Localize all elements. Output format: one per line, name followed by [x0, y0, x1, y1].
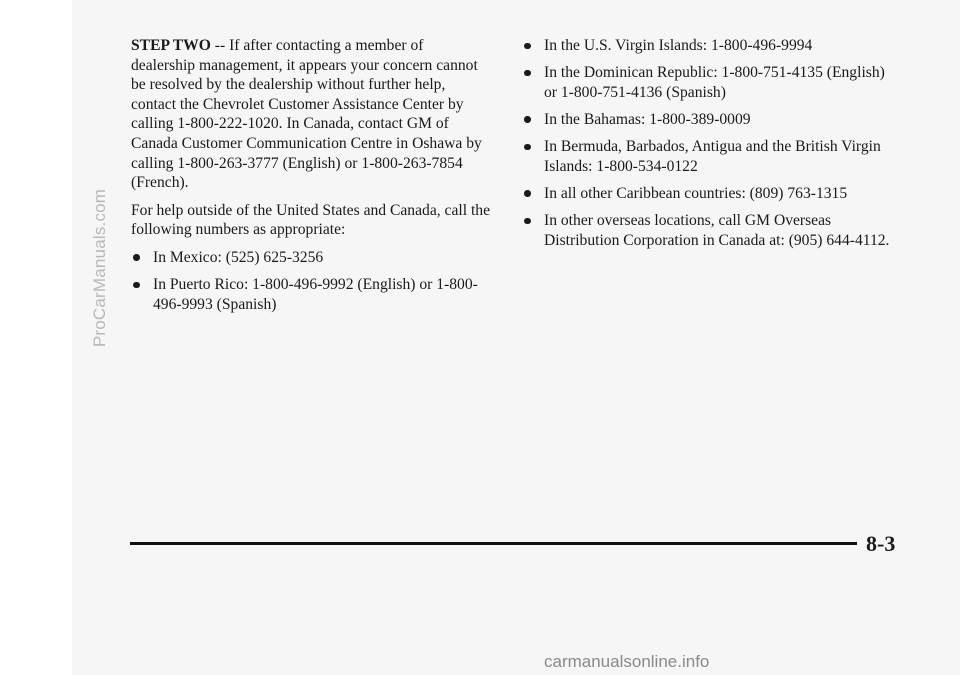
list-item-text: In other overseas locations, call GM Overseas Distribution Corporation in Canada at: (905) 644-4112.	[544, 212, 890, 249]
bullet-icon	[524, 144, 531, 151]
list-item-text: In Mexico: (525) 625-3256	[153, 248, 324, 266]
page-number: 8-3	[866, 531, 896, 556]
bullet-icon	[133, 254, 140, 261]
bullet-icon	[524, 70, 531, 77]
bullet-icon	[133, 282, 140, 289]
list-item-text: In Bermuda, Barbados, Antigua and the British Virgin Islands: 1-800-534-0122	[544, 138, 881, 175]
list-item	[522, 110, 892, 130]
list-item	[131, 248, 491, 268]
list-item	[131, 275, 491, 314]
list-item	[522, 63, 892, 102]
left-bullet-list	[131, 248, 491, 314]
step-two-paragraph	[131, 36, 491, 193]
footer-watermark: carmanualsonline.info	[544, 652, 710, 671]
list-item-text: In the Dominican Republic: 1-800-751-4135 (English) or 1-800-751-4136 (Spanish)	[544, 64, 885, 101]
outside-help-intro: For help outside of the United States and Canada, call the following numbers as appropriate:	[131, 201, 490, 239]
side-watermark-text: ProCarManuals.com	[90, 188, 109, 348]
list-item-text: In the U.S. Virgin Islands: 1-800-496-9994	[544, 37, 813, 54]
right-bullet-list	[522, 36, 892, 250]
bullet-icon	[524, 218, 531, 225]
step-two-text: If after contacting a member of dealership management, it appears your concern cannot be resolved by the dealership without further help, contact the Chevrolet Customer Assistance Center by calling 1-800-222-1020. In Canada, contact GM of Canada Customer Communication Centre in Oshawa by calling 1-800-263-3777 (English) or 1-800-263-7854 (French).	[131, 37, 482, 192]
footer-rule	[130, 542, 857, 545]
left-column	[131, 36, 491, 322]
list-item	[522, 184, 892, 204]
list-item-text: In all other Caribbean countries: (809) 763-1315	[544, 184, 848, 202]
list-item	[522, 211, 892, 250]
list-item	[522, 36, 892, 56]
list-item-text: In Puerto Rico: 1-800-496-9992 (English) or 1-800-496-9993 (Spanish)	[153, 276, 478, 313]
list-item-text: In the Bahamas: 1-800-389-0009	[544, 110, 751, 128]
side-watermark	[88, 138, 112, 398]
right-column	[522, 36, 892, 258]
step-two-label: STEP TWO	[131, 37, 211, 54]
bullet-icon	[524, 43, 531, 50]
list-item	[522, 137, 892, 176]
step-two-separator: --	[210, 37, 230, 54]
bullet-icon	[524, 190, 531, 197]
bullet-icon	[524, 116, 531, 123]
